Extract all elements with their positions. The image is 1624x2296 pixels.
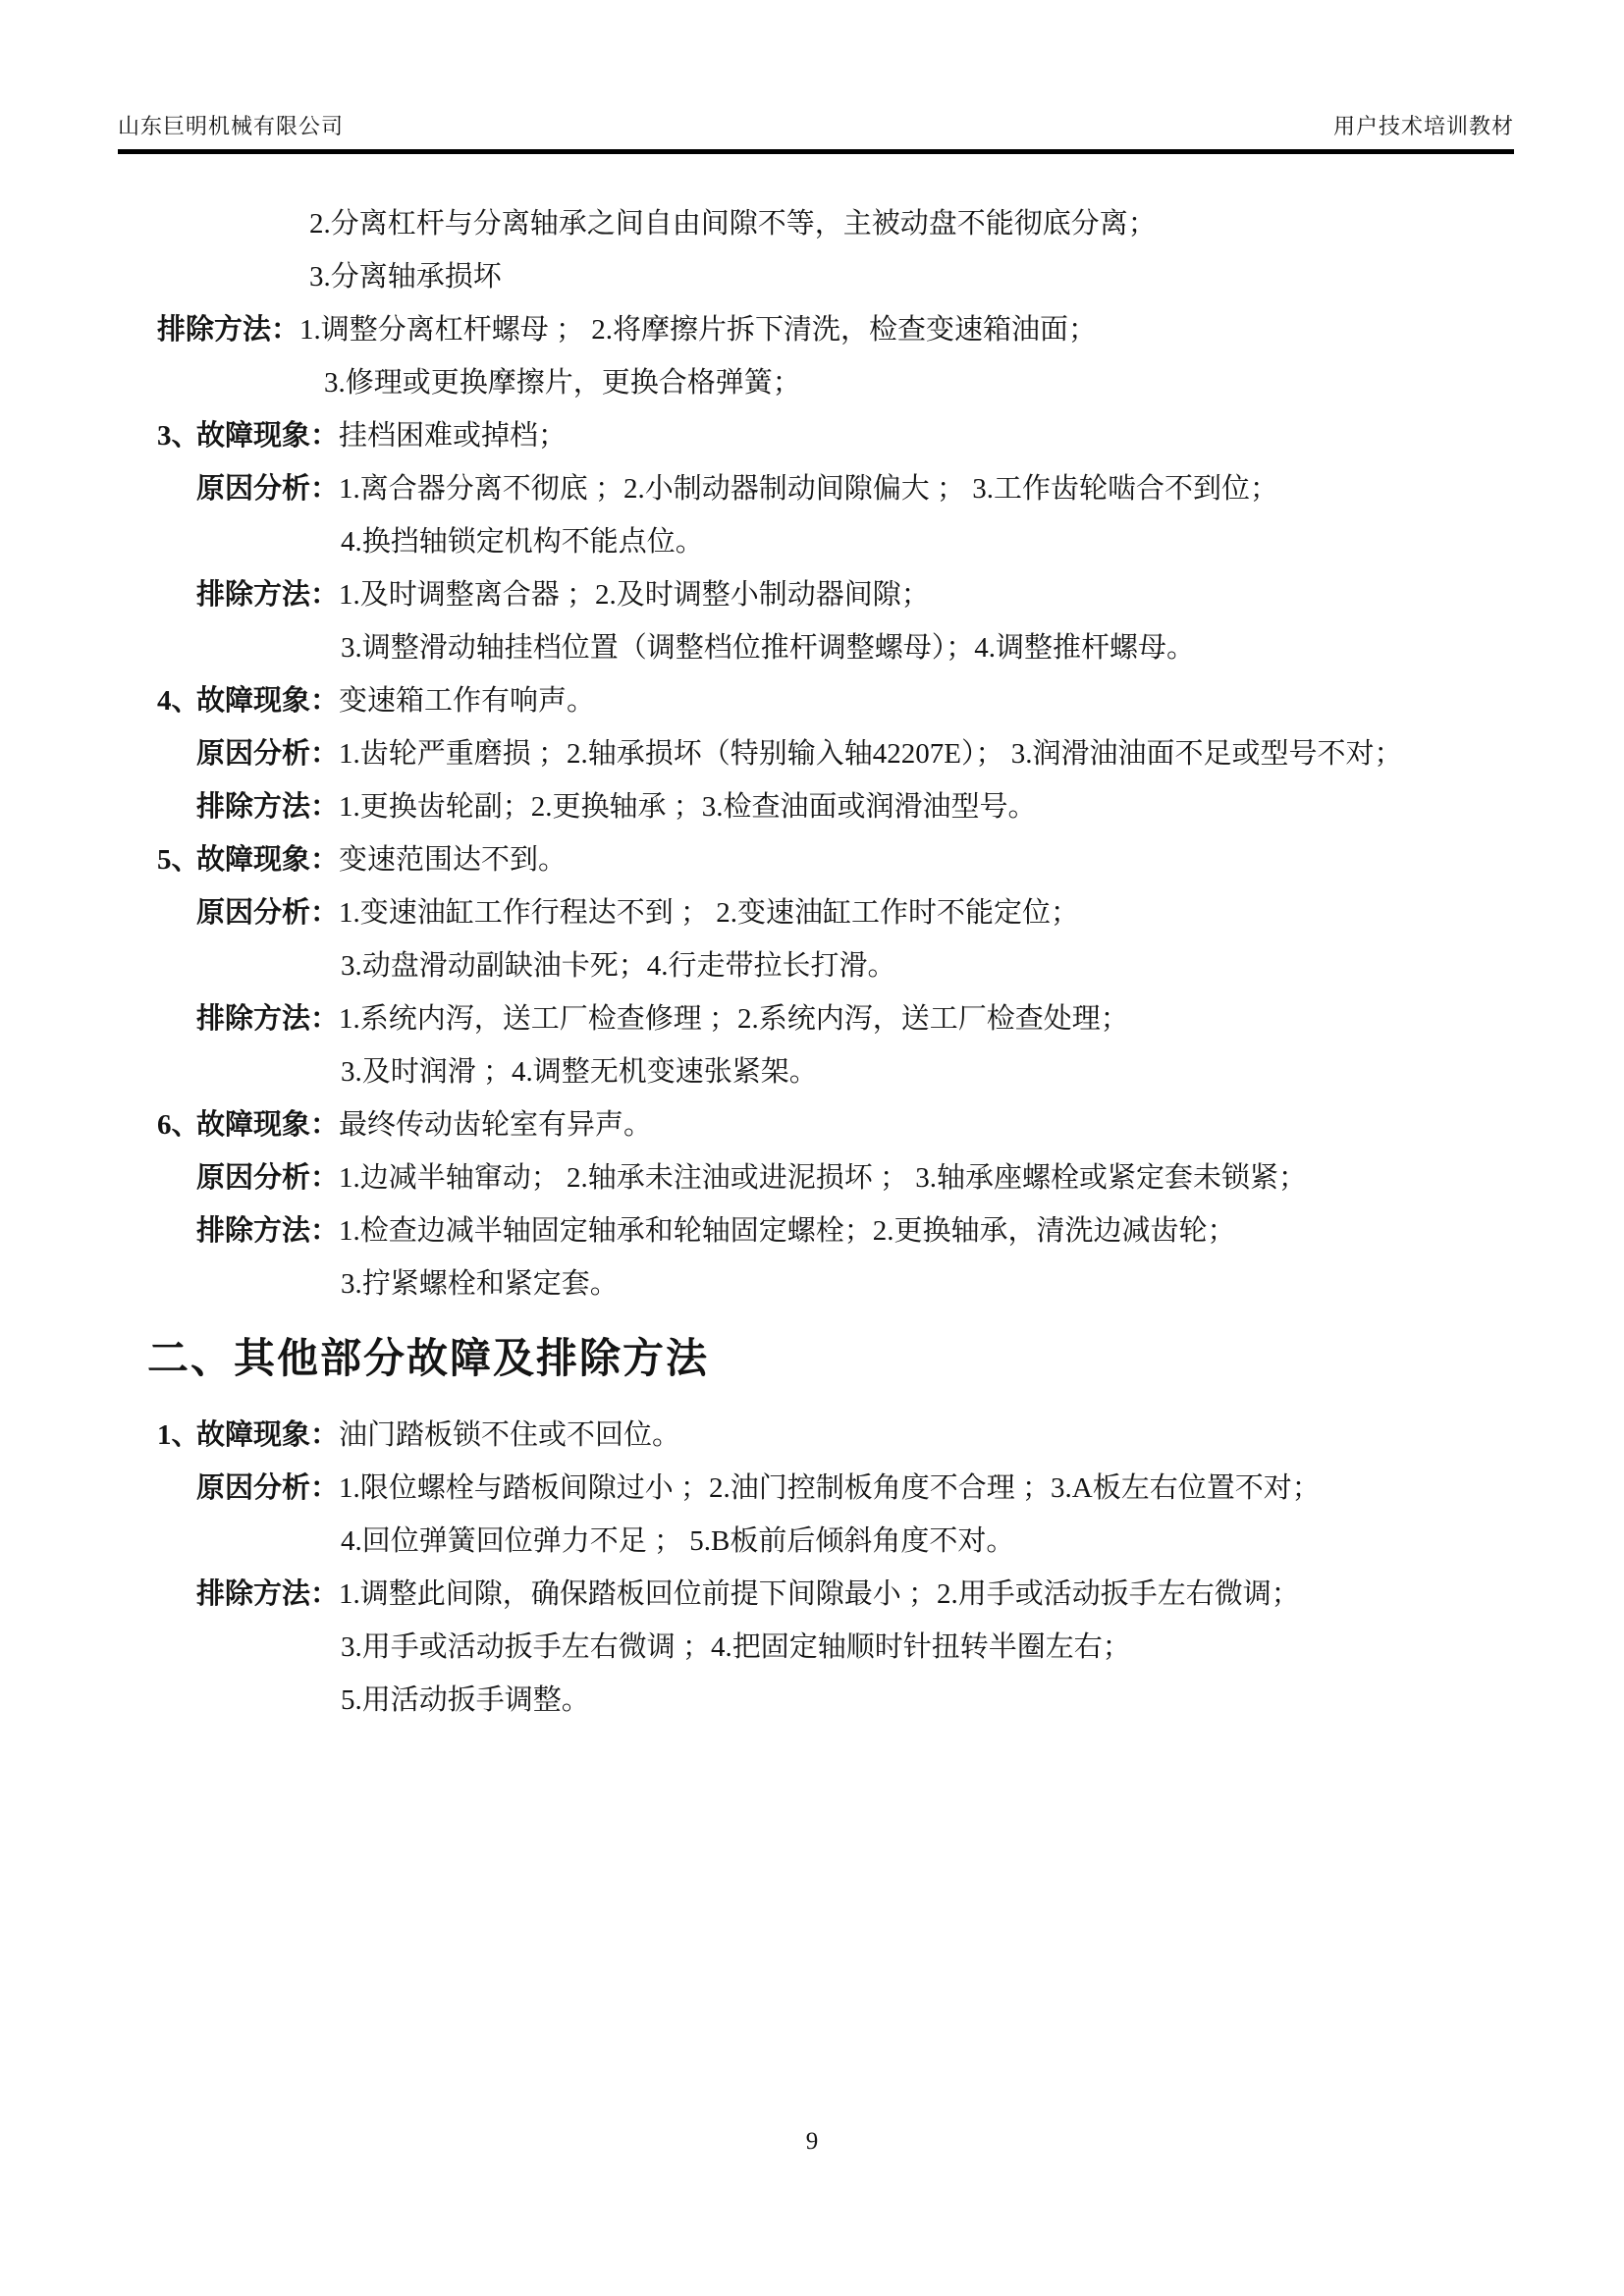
item-text: 3.分离轴承损坏 <box>309 261 502 293</box>
doc-row <box>0 462 1624 515</box>
item-label: 排除方法： <box>196 1578 340 1610</box>
item-text: 变速箱工作有响声。 <box>339 685 596 717</box>
doc-row <box>0 303 1624 356</box>
doc-row <box>0 515 1624 568</box>
item-text: 二、其他部分故障及排除方法 <box>147 1337 710 1382</box>
item-text: 1.及时调整离合器 ；2.及时调整小制动器间隙； <box>339 579 930 611</box>
item-text: 1.调整此间隙，确保踏板回位前提下间隙最小 ；2.用手或活动扳手左右微调； <box>339 1578 1300 1610</box>
doc-row <box>0 1462 1624 1515</box>
item-label: 原因分析： <box>196 738 340 770</box>
doc-row <box>0 992 1624 1045</box>
doc-row <box>0 197 1624 250</box>
item-text: 最终传动齿轮室有异声。 <box>339 1109 653 1141</box>
item-label: 原因分析： <box>196 1162 340 1194</box>
item-number: 6、 <box>157 1109 200 1141</box>
item-text: 1.限位螺栓与踏板间隙过小 ；2.油门控制板角度不合理 ；3.A板左右位置不对； <box>339 1472 1321 1504</box>
doc-row <box>0 1204 1624 1257</box>
doc-row <box>0 1515 1624 1568</box>
item-number: 5、 <box>157 844 200 876</box>
document-body <box>0 197 1624 1727</box>
doc-row <box>0 1045 1624 1098</box>
page-header <box>118 110 1514 154</box>
doc-row <box>0 727 1624 780</box>
item-number: 3、 <box>157 420 200 452</box>
item-text: 3.拧紧螺栓和紧定套。 <box>341 1268 619 1300</box>
header-rule <box>118 149 1514 154</box>
header-text-row <box>118 110 1514 149</box>
doc-row <box>0 1674 1624 1727</box>
item-text: 变速范围达不到。 <box>339 844 568 876</box>
item-text: 1.齿轮严重磨损 ；2.轴承损坏（特别输入轴42207E）； 3.润滑油油面不足或型号不对； <box>339 738 1403 770</box>
item-label: 故障现象： <box>196 420 340 452</box>
item-text: 1.变速油缸工作行程达不到 ； 2.变速油缸工作时不能定位； <box>339 897 1080 929</box>
item-text: 3.修理或更换摩擦片，更换合格弹簧； <box>324 367 801 399</box>
item-text: 3.调整滑动轴挂档位置（调整档位推杆调整螺母）；4.调整推杆螺母。 <box>341 632 1196 664</box>
item-label: 原因分析： <box>196 897 340 929</box>
item-text: 5.用活动扳手调整。 <box>341 1684 590 1716</box>
page-number: 9 <box>805 2128 819 2155</box>
item-label: 排除方法： <box>196 1215 340 1247</box>
item-label: 故障现象： <box>196 1109 340 1141</box>
item-label: 排除方法： <box>196 579 340 611</box>
doc-row <box>0 780 1624 833</box>
item-text: 4.换挡轴锁定机构不能点位。 <box>341 526 704 558</box>
doc-row <box>0 1568 1624 1621</box>
page-footer <box>0 2128 1624 2156</box>
item-text: 4.回位弹簧回位弹力不足 ； 5.B板前后倾斜角度不对。 <box>341 1525 1015 1557</box>
doc-row <box>0 1098 1624 1151</box>
item-label: 排除方法： <box>157 314 300 346</box>
item-text: 油门踏板锁不住或不回位。 <box>339 1419 681 1451</box>
item-text: 3.及时润滑 ；4.调整无机变速张紧架。 <box>341 1056 818 1088</box>
doc-row <box>0 250 1624 303</box>
item-label: 排除方法： <box>196 791 340 823</box>
doc-row <box>0 621 1624 674</box>
item-text: 挂档困难或掉档； <box>339 420 568 452</box>
doc-row <box>0 1409 1624 1462</box>
doc-row <box>0 833 1624 886</box>
item-number: 4、 <box>157 685 200 717</box>
doc-row <box>0 886 1624 939</box>
item-label: 原因分析： <box>196 1472 340 1504</box>
item-text: 2.分离杠杆与分离轴承之间自由间隙不等，主被动盘不能彻底分离； <box>309 208 1157 240</box>
item-text: 1.离合器分离不彻底 ；2.小制动器制动间隙偏大 ； 3.工作齿轮啮合不到位； <box>339 473 1279 505</box>
item-text: 1.更换齿轮副；2.更换轴承 ；3.检查油面或润滑油型号。 <box>339 791 1037 823</box>
item-label: 故障现象： <box>196 1419 340 1451</box>
item-text: 1.边减半轴窜动； 2.轴承未注油或进泥损坏 ； 3.轴承座螺栓或紧定套未锁紧； <box>339 1162 1308 1194</box>
item-label: 故障现象： <box>196 844 340 876</box>
doc-row <box>0 674 1624 727</box>
item-label: 排除方法： <box>196 1003 340 1035</box>
item-text: 1.系统内泻，送工厂检查修理 ；2.系统内泻，送工厂检查处理； <box>339 1003 1129 1035</box>
item-label: 原因分析： <box>196 473 340 505</box>
item-text: 1.检查边减半轴固定轴承和轮轴固定螺栓；2.更换轴承，清洗边减齿轮； <box>339 1215 1236 1247</box>
doc-row <box>0 1621 1624 1674</box>
doc-row <box>0 1257 1624 1310</box>
doc-row <box>0 356 1624 409</box>
doc-row <box>0 939 1624 992</box>
item-number: 1、 <box>157 1419 200 1451</box>
item-text: 3.用手或活动扳手左右微调 ；4.把固定轴顺时针扭转半圈左右； <box>341 1631 1131 1663</box>
header-doc-title: 用户技术培训教材 <box>1332 114 1514 138</box>
item-text: 1.调整分离杠杆螺母 ； 2.将摩擦片拆下清洗，检查变速箱油面； <box>299 314 1098 346</box>
doc-row <box>0 568 1624 621</box>
header-company-name: 山东巨明机械有限公司 <box>118 114 345 138</box>
section-heading <box>0 1320 1624 1399</box>
item-text: 3.动盘滑动副缺油卡死；4.行走带拉长打滑。 <box>341 950 896 982</box>
doc-row <box>0 1151 1624 1204</box>
item-label: 故障现象： <box>196 685 340 717</box>
doc-row <box>0 409 1624 462</box>
